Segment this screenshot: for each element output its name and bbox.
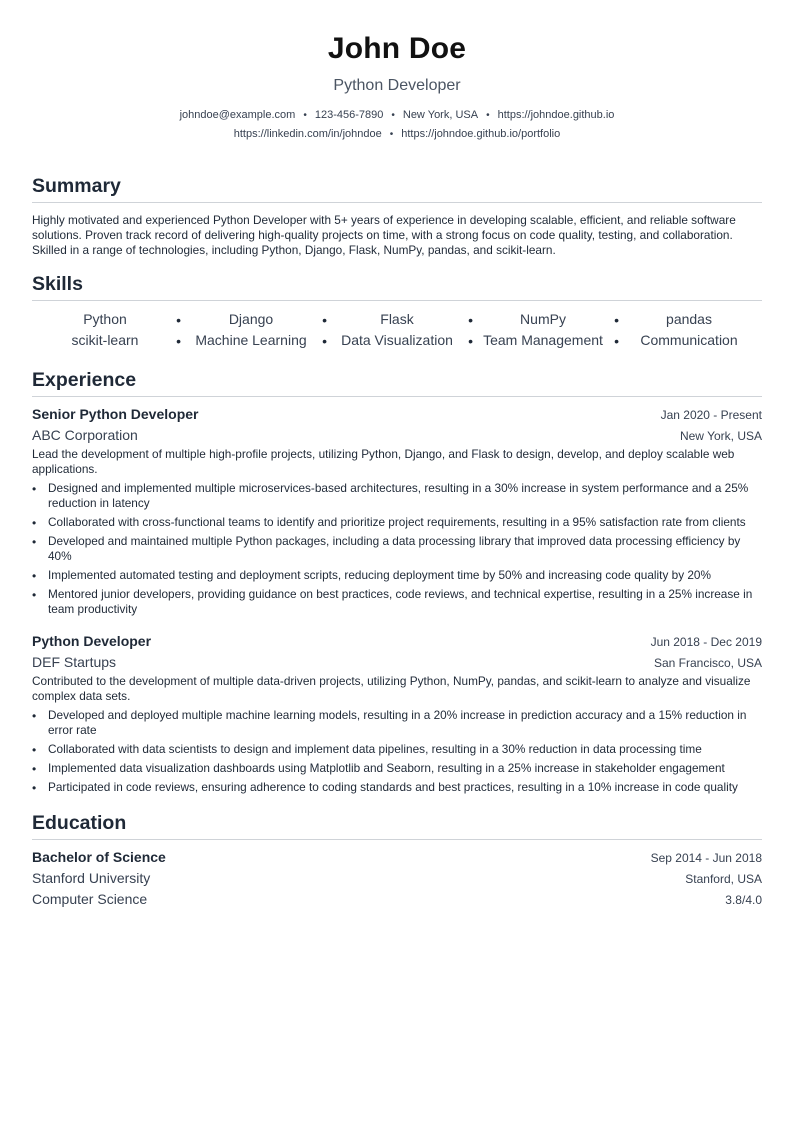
school-row [32,866,762,887]
summary-section [32,174,762,258]
skill-label: pandas [666,311,712,327]
job-dates: Jun 2018 - Dec 2019 [650,635,762,649]
bullet-dot: • [32,588,37,602]
skill-label: Data Visualization [341,332,453,348]
degree-row [32,849,762,866]
education-entry [32,849,762,908]
field-of-study: Computer Science [32,891,148,907]
bullet-dot: • [322,312,327,328]
skill-item [470,330,619,351]
achievement-item [32,481,762,511]
portfolio-link[interactable]: https://johndoe.github.io/portfolio [401,128,561,140]
achievement-text: Designed and implemented multiple microservices-based architectures, resulting in a 30% increase in system performance and a 25% reduction in latency [48,481,749,510]
bullet-dot: • [32,569,37,583]
achievement-text: Collaborated with data scientists to design and implement data pipelines, resulting in a 30% reduction in data processing time [48,742,702,756]
separator-dot: • [389,129,394,140]
contact-line-2 [32,125,762,144]
bullet-dot: • [32,781,37,795]
achievement-text: Developed and maintained multiple Python packages, including a data processing library that improved data processing efficiency by 40% [48,534,741,563]
contact-line-1 [32,106,762,125]
company-name: DEF Startups [32,654,117,670]
school-location: Stanford, USA [685,872,762,886]
bullet-dot: • [32,535,37,549]
company-row [32,423,762,444]
skill-item [470,309,619,330]
job-title: Senior Python Developer [32,406,199,422]
achievement-item [32,761,762,776]
achievement-text: Developed and deployed multiple machine learning models, resulting in a 20% increase in prediction accuracy and a 15% reduction in error rate [48,708,747,737]
candidate-name: John Doe [327,32,467,65]
achievement-text: Mentored junior developers, providing guidance on best practices, code reviews, and technical expertise, resulting in a 25% increase in team productivity [48,587,753,616]
skill-label: Python [83,311,127,327]
job-location: New York, USA [679,429,762,443]
job-achievements [32,481,762,617]
skill-item [616,330,762,351]
skill-item [178,309,327,330]
job-header-row [32,406,762,423]
separator-dot: • [391,110,395,121]
bullet-dot: • [468,312,473,328]
separator-dot: • [486,110,490,121]
bullet-dot: • [176,312,181,328]
candidate-title: Python Developer [333,77,461,94]
degree-name: Bachelor of Science [32,849,166,865]
skill-label: Flask [380,311,414,327]
job-title: Python Developer [32,633,152,649]
job-dates: Jan 2020 - Present [660,408,762,422]
website-link[interactable]: https://johndoe.github.io [497,109,615,121]
achievement-item [32,587,762,617]
achievement-text: Collaborated with cross-functional teams to identify and prioritize project requirements, resulting in a 95% satisfaction rate from clients [48,515,746,529]
skill-item [178,330,327,351]
skills-heading: Skills [32,272,762,301]
job-location: San Francisco, USA [653,656,762,670]
skill-label: Team Management [483,332,603,348]
job-entry [32,406,762,617]
skill-item [616,309,762,330]
skills-grid [32,309,762,351]
bullet-dot: • [468,333,473,349]
achievement-text: Implemented data visualization dashboards using Matplotlib and Seaborn, resulting in a 25% increase in stakeholder engagement [48,761,725,775]
education-dates: Sep 2014 - Jun 2018 [650,851,762,865]
skill-label: Machine Learning [195,332,307,348]
skill-label: scikit-learn [71,332,139,348]
email-link[interactable]: johndoe@example.com [179,109,296,121]
education-heading: Education [32,811,762,840]
gpa-value: 3.8/4.0 [725,893,762,907]
job-description: Contributed to the development of multiple data-driven projects, utilizing Python, NumPy, pandas, and scikit-learn to analyze and visualize complex data sets. [32,674,751,703]
job-entry [32,633,762,795]
bullet-dot: • [322,333,327,349]
summary-heading: Summary [32,174,762,203]
school-name: Stanford University [32,870,151,886]
skill-label: Communication [640,332,738,348]
bullet-dot: • [32,743,37,757]
skill-label: NumPy [520,311,566,327]
experience-section [32,368,762,795]
bullet-dot: • [32,516,37,530]
field-row [32,887,762,908]
job-description: Lead the development of multiple high-profile projects, utilizing Python, Django, and Flask to design, develop, and deploy scalable web applications. [32,447,735,476]
linkedin-link[interactable]: https://linkedin.com/in/johndoe [233,128,382,140]
achievement-item [32,742,762,757]
skills-section [32,272,762,351]
achievement-item [32,568,762,583]
separator-dot: • [303,110,307,121]
skill-item [32,309,181,330]
company-row [32,650,762,671]
achievement-item [32,534,762,564]
resume-header [32,0,762,144]
bullet-dot: • [614,333,619,349]
skill-item [324,309,473,330]
location-text: New York, USA [402,109,479,121]
job-header-row [32,633,762,650]
bullet-dot: • [614,312,619,328]
bullet-dot: • [176,333,181,349]
phone-text[interactable]: 123-456-7890 [314,109,384,121]
company-name: ABC Corporation [32,427,138,443]
skill-item [324,330,473,351]
skill-label: Django [228,311,274,327]
bullet-dot: • [32,762,37,776]
achievement-item [32,708,762,738]
achievement-item [32,780,762,795]
bullet-dot: • [32,709,37,723]
job-achievements [32,708,762,795]
bullet-dot: • [32,482,37,496]
education-section [32,811,762,908]
achievement-text: Participated in code reviews, ensuring adherence to coding standards and best practices, resulting in a 10% increase in code quality [48,780,738,794]
summary-text: Highly motivated and experienced Python Developer with 5+ years of experience in developing scalable, efficient, and reliable software solutions. Proven track record of delivering high-quality projects on time, with a strong focus on code quality, testing, and collaboration. Skilled in a range of technologies, including Python, Django, Flask, NumPy, pandas, and scikit-learn. [32,213,736,257]
achievement-item [32,515,762,530]
skill-item [32,330,181,351]
experience-heading: Experience [32,368,762,397]
achievement-text: Implemented automated testing and deployment scripts, reducing deployment time by 50% and increasing code quality by 20% [48,568,711,582]
